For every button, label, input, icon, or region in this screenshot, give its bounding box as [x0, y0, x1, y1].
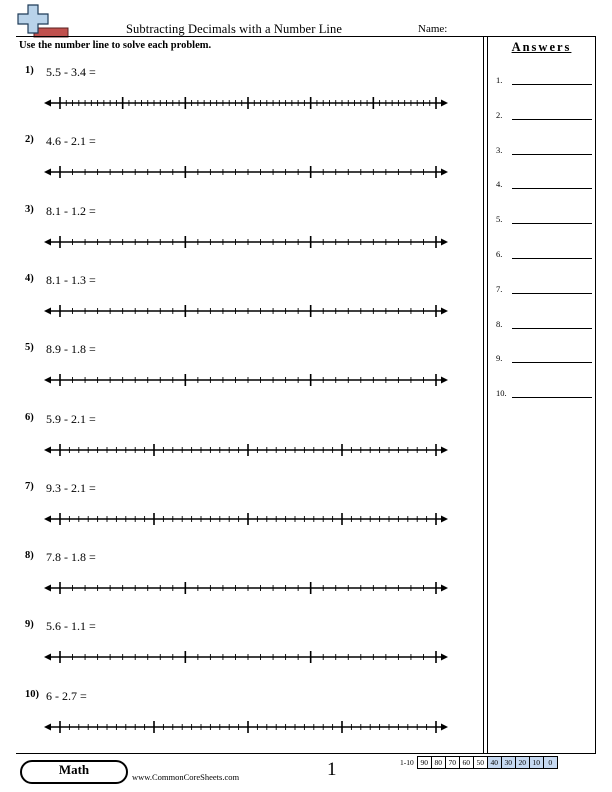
- score-cell: 0: [543, 757, 557, 769]
- left-arrow-icon: [44, 654, 51, 661]
- site-url: www.CommonCoreSheets.com: [132, 772, 240, 782]
- left-arrow-icon: [44, 307, 51, 314]
- answer-row: [496, 386, 592, 400]
- problem-expression: 6 - 2.7 =: [46, 688, 87, 703]
- problem-number: 3): [25, 203, 34, 215]
- answer-number: 4.: [496, 179, 503, 190]
- problem-item: [0, 273, 480, 343]
- left-arrow-icon: [44, 585, 51, 592]
- problem-expression: 5.5 - 3.4 =: [46, 65, 96, 79]
- logo-icon: [16, 4, 70, 38]
- right-arrow-icon: [441, 515, 448, 522]
- right-arrow-icon: [441, 723, 448, 730]
- number-line: [42, 370, 450, 390]
- problem-number: 5): [25, 342, 34, 354]
- answer-number: 9.: [496, 353, 503, 364]
- left-arrow-icon: [44, 377, 51, 384]
- answer-row: [496, 317, 592, 331]
- problem-expression: 7.8 - 1.8 =: [46, 550, 96, 565]
- score-cell: 40: [487, 757, 501, 769]
- left-arrow-icon: [44, 515, 51, 522]
- answer-blank[interactable]: [512, 119, 592, 120]
- score-table: [398, 756, 558, 769]
- score-cell: 60: [459, 757, 473, 769]
- problem-expression: 8.9 - 1.8 =: [46, 342, 96, 357]
- right-arrow-icon: [441, 446, 448, 453]
- answer-row: [496, 177, 592, 191]
- problem-expression: 8.1 - 1.2 =: [46, 203, 96, 218]
- right-arrow-icon: [441, 169, 448, 176]
- score-cell: 70: [445, 757, 459, 769]
- instructions: Use the number line to solve each problem.: [19, 40, 212, 51]
- problem-number: 6): [25, 411, 34, 423]
- number-line: [42, 440, 450, 460]
- answer-number: 1.: [496, 75, 503, 85]
- problem-number: 1): [25, 65, 34, 76]
- problem-number: 2): [25, 134, 34, 146]
- left-arrow-icon: [44, 100, 51, 107]
- answer-number: 2.: [496, 109, 503, 120]
- problem-item: [0, 204, 480, 274]
- answer-blank[interactable]: [512, 397, 592, 398]
- answer-number: 3.: [496, 144, 503, 155]
- name-label: Name:: [418, 23, 448, 35]
- answer-blank[interactable]: [512, 362, 592, 363]
- answer-row: [496, 108, 592, 122]
- answer-blank[interactable]: [512, 154, 592, 155]
- header-divider: [16, 36, 596, 37]
- answer-blank[interactable]: [512, 293, 592, 294]
- answer-number: 6.: [496, 249, 503, 259]
- answer-column-divider-inner: [487, 37, 488, 753]
- problem-item: [0, 689, 480, 759]
- problem-number: 10): [25, 688, 39, 700]
- answer-number: 10.: [496, 388, 507, 399]
- answer-blank[interactable]: [512, 258, 592, 259]
- score-cell: 80: [431, 757, 445, 769]
- score-cell: 10: [529, 757, 543, 769]
- page-number: 1: [327, 759, 337, 780]
- answer-row: [496, 73, 592, 87]
- problem-expression: 5.9 - 2.1 =: [46, 411, 96, 426]
- left-arrow-icon: [44, 169, 51, 176]
- number-line: [42, 232, 450, 252]
- answer-row: [496, 351, 592, 365]
- problem-expression: 5.6 - 1.1 =: [46, 619, 96, 634]
- problem-item: [0, 342, 480, 412]
- answer-row: [496, 282, 592, 296]
- answer-blank[interactable]: [512, 188, 592, 189]
- worksheet-title: Subtracting Decimals with a Number Line: [126, 22, 342, 36]
- answer-blank[interactable]: [512, 328, 592, 329]
- number-line: [42, 647, 450, 667]
- problem-expression: 9.3 - 2.1 =: [46, 480, 96, 495]
- problem-item: [0, 619, 480, 689]
- answer-row: [496, 247, 592, 261]
- score-cell: 50: [473, 757, 487, 769]
- page-right-border: [595, 37, 596, 753]
- right-arrow-icon: [441, 238, 448, 245]
- number-line: [42, 162, 450, 182]
- right-arrow-icon: [441, 100, 448, 107]
- left-arrow-icon: [44, 238, 51, 245]
- problem-item: [0, 412, 480, 482]
- problem-item: [0, 65, 480, 135]
- number-line: [42, 578, 450, 598]
- left-arrow-icon: [44, 723, 51, 730]
- right-arrow-icon: [441, 377, 448, 384]
- problem-item: [0, 134, 480, 204]
- right-arrow-icon: [441, 654, 448, 661]
- answer-row: [496, 212, 592, 226]
- problem-number: 8): [25, 550, 34, 562]
- right-arrow-icon: [441, 585, 448, 592]
- right-arrow-icon: [441, 307, 448, 314]
- number-line: [42, 93, 450, 113]
- problem-number: 9): [25, 619, 34, 631]
- problem-number: 7): [25, 480, 34, 492]
- left-arrow-icon: [44, 446, 51, 453]
- score-cell: 20: [515, 757, 529, 769]
- answer-number: 8.: [496, 318, 503, 329]
- problem-item: [0, 550, 480, 620]
- score-cell: 30: [501, 757, 515, 769]
- problem-item: [0, 481, 480, 551]
- answers-heading: Answers: [511, 40, 572, 54]
- subject-label: Math: [58, 762, 90, 777]
- answer-column-divider: [483, 37, 484, 753]
- number-line: [42, 717, 450, 737]
- number-line: [42, 509, 450, 529]
- answer-blank[interactable]: [512, 84, 592, 85]
- answer-number: 5.: [496, 214, 503, 225]
- number-line: [42, 301, 450, 321]
- answer-blank[interactable]: [512, 223, 592, 224]
- problem-number: 4): [25, 272, 34, 284]
- score-cell: 90: [417, 757, 431, 769]
- answer-number: 7.: [496, 283, 503, 294]
- score-row: [398, 757, 557, 769]
- problem-expression: 8.1 - 1.3 =: [46, 272, 96, 287]
- score-range-label: 1-10: [400, 758, 414, 767]
- answer-row: [496, 143, 592, 157]
- problem-expression: 4.6 - 2.1 =: [46, 134, 96, 149]
